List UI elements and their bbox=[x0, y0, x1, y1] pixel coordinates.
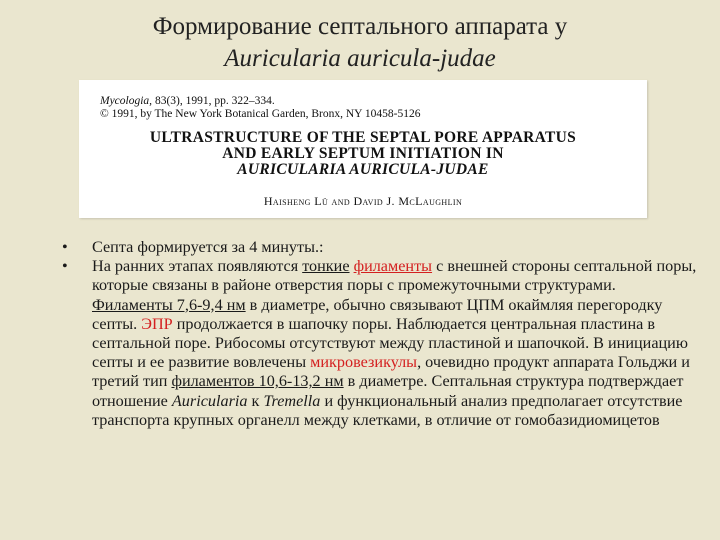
bullet-marker: • bbox=[62, 238, 68, 256]
article-title bbox=[79, 130, 647, 178]
text-run: и функциональный анализ предполагает отсутствие транспорта крупных органелл между клетками, в отличие от гомобазидиомицетов bbox=[92, 391, 683, 429]
slide-title bbox=[0, 12, 720, 74]
text-run: к bbox=[247, 391, 264, 410]
article-title-line3: AURICULARIA AURICULA-JUDAE bbox=[237, 161, 489, 178]
text-run: На ранних этапах появляются bbox=[92, 257, 303, 276]
article-title-line1: ULTRASTRUCTURE OF THE SEPTAL PORE APPARATUS bbox=[149, 129, 577, 146]
bullet-text bbox=[92, 257, 696, 429]
bullet-list bbox=[58, 238, 698, 430]
underlined-term: Филаменты 7,6-9,4 нм bbox=[92, 295, 246, 314]
italic-term: Tremella bbox=[263, 391, 321, 410]
journal-name: Mycologia, bbox=[100, 95, 153, 107]
text-run: продолжается в шапочку поры. Наблюдается центральная пластина в септальной поре. Рибосомы отсутствуют между пластиной и шапочкой. В инициацию септы и ее развитие вовлечены bbox=[92, 314, 688, 372]
highlighted-term: филаменты bbox=[353, 257, 433, 276]
italic-term: Auricularia bbox=[171, 391, 248, 410]
article-authors: Haisheng Lü and David J. McLaughlin bbox=[263, 194, 463, 208]
highlighted-term: микровезикулы bbox=[310, 353, 418, 372]
bullet-item bbox=[58, 257, 698, 430]
underlined-term: тонкие bbox=[302, 257, 350, 276]
journal-volume: 83(3), 1991, pp. 322–334. bbox=[154, 95, 275, 107]
journal-copyright: © 1991, by The New York Botanical Garden, Bronx, NY 10458-5126 bbox=[100, 108, 421, 120]
bullet-item bbox=[58, 238, 698, 257]
journal-reference bbox=[100, 95, 420, 121]
text-run: с внешней стороны септальной поры, которые связаны в районе отверстия поры с промежуточными структурами. bbox=[92, 257, 697, 295]
article-title-line2: AND EARLY SEPTUM INITIATION IN bbox=[222, 145, 504, 162]
bullet-text: Септа формируется за 4 минуты.: bbox=[92, 238, 324, 256]
bullet-marker: • bbox=[62, 257, 68, 276]
text-run: , очевидно продукт аппарата Гольджи и третий тип bbox=[92, 353, 690, 391]
highlighted-term: ЭПР bbox=[141, 314, 173, 333]
slide-title-line2: Auricularia auricula-judae bbox=[224, 45, 496, 72]
text-run: в диаметре, обычно связывают ЦПМ окаймляя перегородку септы. bbox=[92, 295, 663, 333]
article-header-image bbox=[79, 80, 647, 218]
text-run: в диаметре. Септальная структура подтверждает отношение bbox=[92, 372, 684, 410]
journal-citation bbox=[100, 95, 420, 108]
slide-title-line1: Формирование септального аппарата у bbox=[152, 13, 568, 40]
underlined-term: филаментов 10,6-13,2 нм bbox=[171, 372, 344, 391]
